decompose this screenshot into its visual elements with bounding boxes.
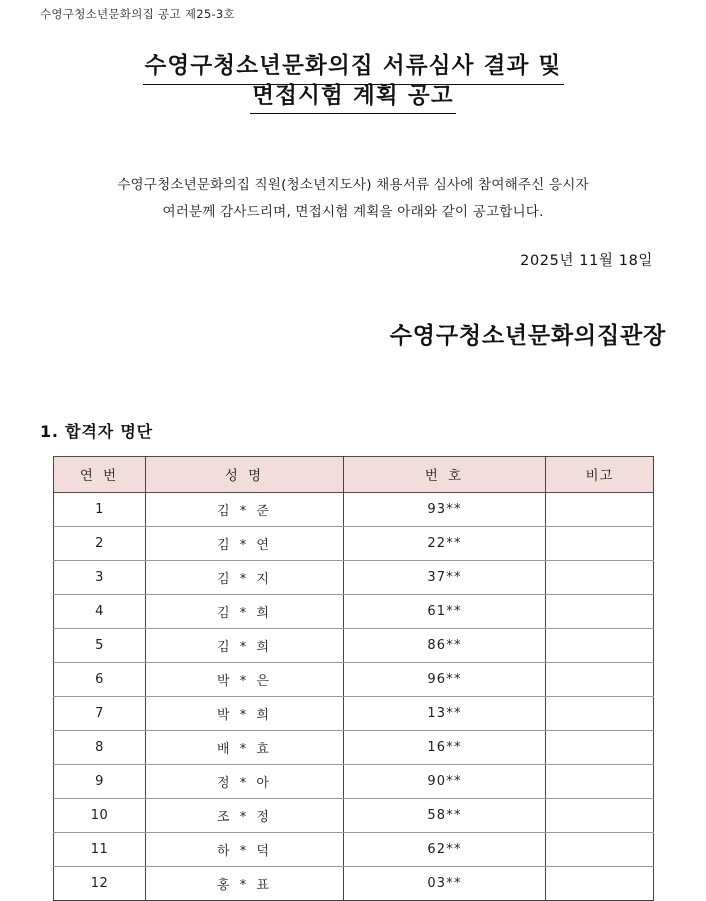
issue-date: 2025년 11월 18일 (520, 253, 653, 269)
cell-no: 3 (54, 561, 146, 595)
column-header-code: 번 호 (344, 457, 546, 493)
cell-code: 22** (344, 527, 546, 561)
table-row (54, 527, 654, 561)
section-heading-passers: 1. 합격자 명단 (40, 422, 153, 441)
cell-code: 37** (344, 561, 546, 595)
table-row (54, 663, 654, 697)
cell-note (546, 629, 654, 663)
cell-name: 배 * 효 (146, 731, 344, 765)
table-row (54, 799, 654, 833)
issuer-name: 수영구청소년문화의집관장 (389, 323, 666, 349)
cell-code: 03** (344, 867, 546, 901)
cell-code: 61** (344, 595, 546, 629)
cell-code: 90** (344, 765, 546, 799)
cell-name: 정 * 아 (146, 765, 344, 799)
cell-name: 김 * 지 (146, 561, 344, 595)
cell-note (546, 867, 654, 901)
table-body (54, 493, 654, 901)
intro-line-1: 수영구청소년문화의집 직원(청소년지도사) 채용서류 심사에 참여해주신 응시자 (117, 177, 589, 193)
cell-note (546, 561, 654, 595)
table-row (54, 595, 654, 629)
cell-code: 96** (344, 663, 546, 697)
cell-no: 2 (54, 527, 146, 561)
column-header-note: 비고 (546, 457, 654, 493)
table-row (54, 731, 654, 765)
cell-name: 하 * 덕 (146, 833, 344, 867)
cell-note (546, 527, 654, 561)
table-row (54, 629, 654, 663)
passer-list-table-wrapper (53, 456, 653, 901)
cell-no: 7 (54, 697, 146, 731)
table-row (54, 765, 654, 799)
cell-code: 13** (344, 697, 546, 731)
cell-note (546, 697, 654, 731)
cell-name: 홍 * 표 (146, 867, 344, 901)
cell-code: 58** (344, 799, 546, 833)
table-row (54, 833, 654, 867)
cell-note (546, 663, 654, 697)
document-number: 수영구청소년문화의집 공고 제25-3호 (40, 7, 235, 21)
cell-note (546, 765, 654, 799)
passer-list-table (53, 456, 654, 901)
cell-code: 93** (344, 493, 546, 527)
table-header (54, 457, 654, 493)
column-header-no: 연 번 (54, 457, 146, 493)
cell-note (546, 799, 654, 833)
cell-no: 1 (54, 493, 146, 527)
table-row (54, 561, 654, 595)
cell-name: 김 * 희 (146, 595, 344, 629)
cell-no: 4 (54, 595, 146, 629)
intro-line-2: 여러분께 감사드리며, 면접시험 계획을 아래와 같이 공고합니다. (162, 204, 544, 221)
cell-name: 조 * 정 (146, 799, 344, 833)
cell-no: 8 (54, 731, 146, 765)
document-title (0, 55, 706, 114)
cell-code: 86** (344, 629, 546, 663)
column-header-name: 성 명 (146, 457, 344, 493)
cell-note (546, 833, 654, 867)
cell-note (546, 731, 654, 765)
cell-name: 박 * 희 (146, 697, 344, 731)
cell-note (546, 493, 654, 527)
cell-no: 9 (54, 765, 146, 799)
table-header-row (54, 457, 654, 493)
table-row (54, 493, 654, 527)
intro-paragraph (0, 172, 706, 226)
title-line-1: 수영구청소년문화의집 서류심사 결과 및 (143, 55, 564, 85)
title-line-2: 면접시험 계획 공고 (250, 85, 456, 115)
cell-no: 6 (54, 663, 146, 697)
cell-no: 5 (54, 629, 146, 663)
cell-name: 김 * 연 (146, 527, 344, 561)
cell-code: 62** (344, 833, 546, 867)
cell-name: 박 * 은 (146, 663, 344, 697)
cell-no: 10 (54, 799, 146, 833)
cell-name: 김 * 준 (146, 493, 344, 527)
cell-no: 12 (54, 867, 146, 901)
cell-note (546, 595, 654, 629)
table-row (54, 867, 654, 901)
cell-name: 김 * 희 (146, 629, 344, 663)
table-row (54, 697, 654, 731)
cell-no: 11 (54, 833, 146, 867)
cell-code: 16** (344, 731, 546, 765)
